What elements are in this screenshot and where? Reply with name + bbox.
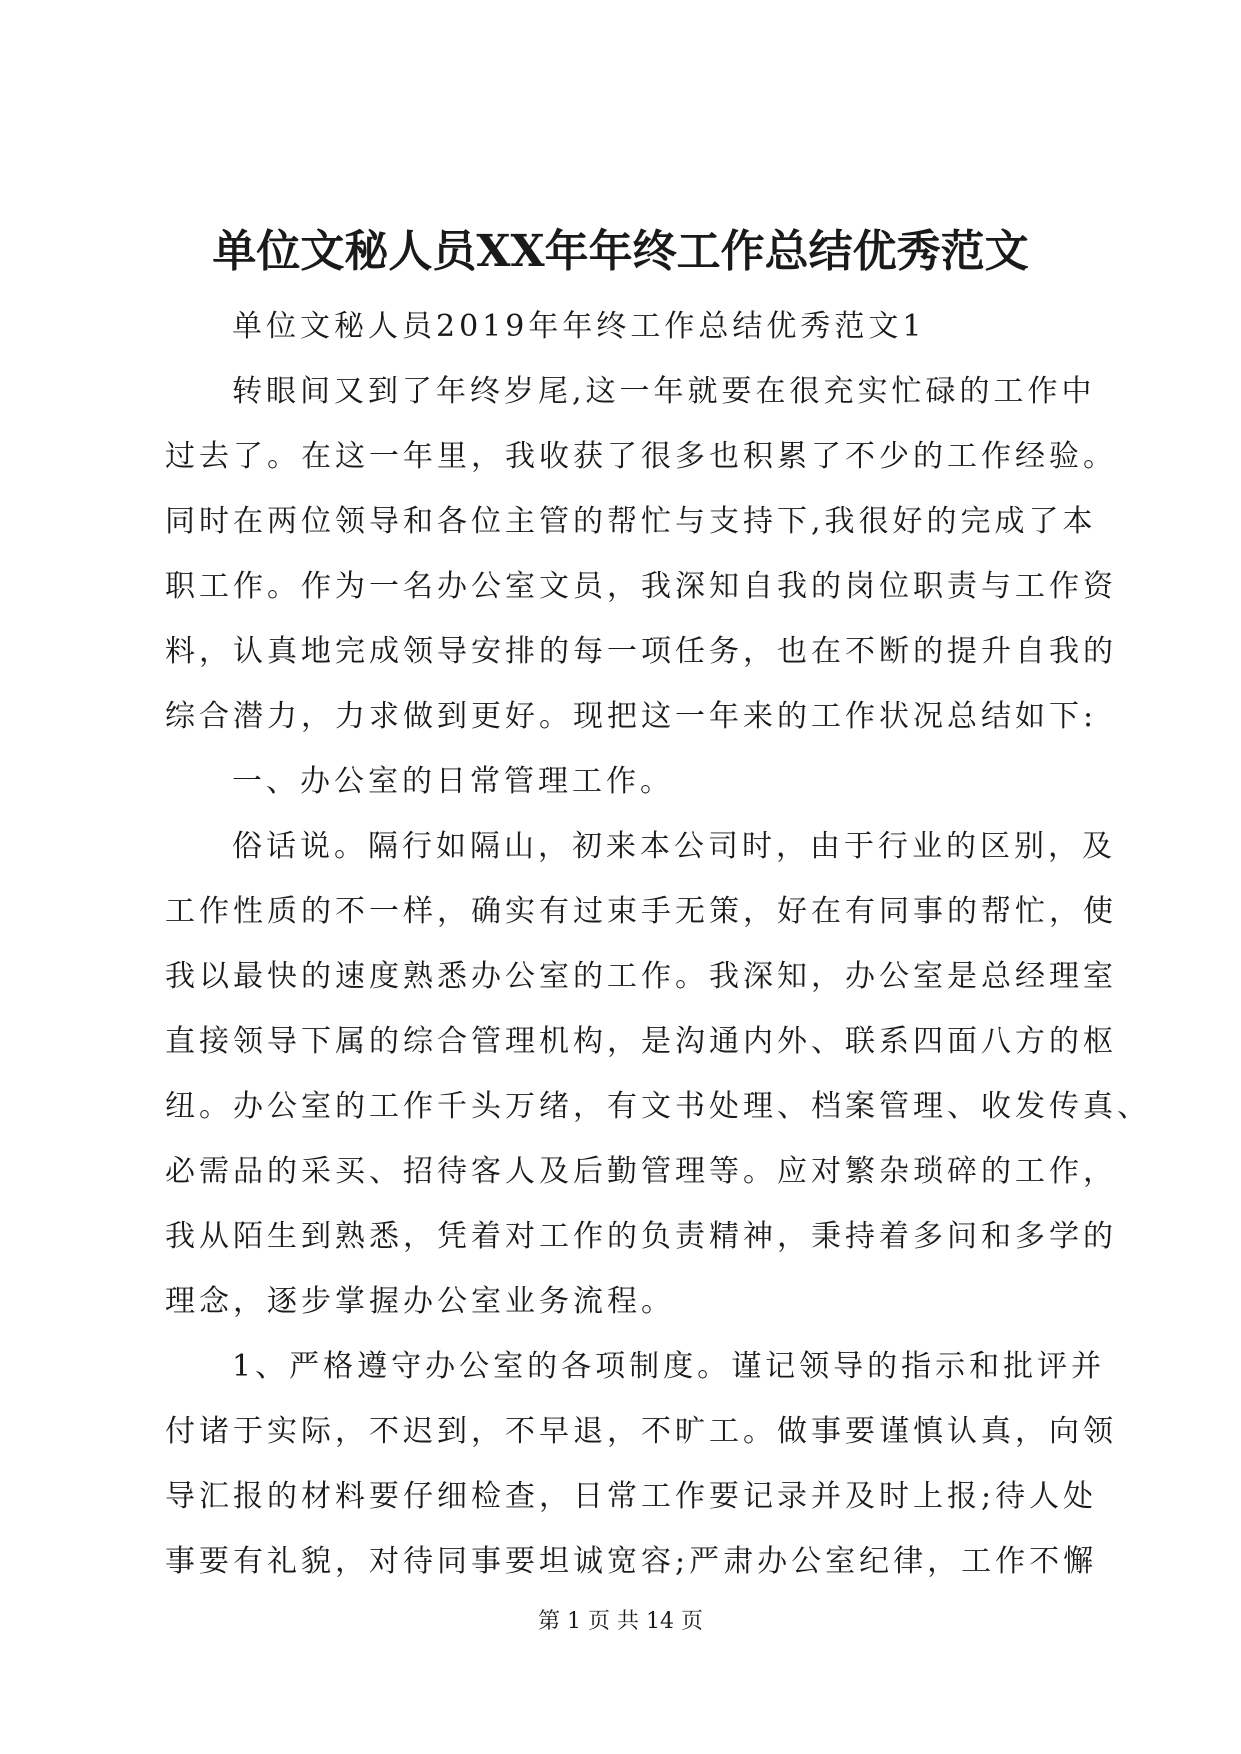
body-text-line: 付诸于实际，不迟到，不早退，不旷工。做事要谨慎认真，向领 [165,1414,1117,1449]
body-text-line: 单位文秘人员2019年年终工作总结优秀范文1 [232,309,926,344]
body-text-line: 我以最快的速度熟悉办公室的工作。我深知，办公室是总经理室 [165,959,1117,994]
body-text-line: 综合潜力，力求做到更好。现把这一年来的工作状况总结如下: [165,699,1098,734]
body-text-line: 料，认真地完成领导安排的每一项任务，也在不断的提升自我的 [165,634,1117,669]
page-number-footer: 第 1 页 共 14 页 [538,1609,703,1634]
body-text-line: 过去了。在这一年里，我收获了很多也积累了不少的工作经验。 [165,439,1117,474]
body-text-line: 导汇报的材料要仔细检查，日常工作要记录并及时上报;待人处 [165,1479,1098,1514]
body-text-line: 俗话说。隔行如隔山，初来本公司时，由于行业的区别，及 [232,829,1116,864]
body-text-line: 必需品的采买、招待客人及后勤管理等。应对繁杂琐碎的工作， [165,1154,1117,1189]
body-text-line: 理念，逐步掌握办公室业务流程。 [165,1284,675,1319]
body-text-line: 一、办公室的日常管理工作。 [232,764,674,799]
body-text-line: 工作性质的不一样，确实有过束手无策，好在有同事的帮忙，使 [165,894,1117,929]
document-body [165,294,1151,1594]
document-title: 单位文秘人员XX年年终工作总结优秀范文 [212,226,1029,277]
body-text-line: 我从陌生到熟悉，凭着对工作的负责精神，秉持着多问和多学的 [165,1219,1117,1254]
body-text-line: 纽。办公室的工作千头万绪，有文书处理、档案管理、收发传真、 [165,1089,1151,1124]
body-text-line: 1、严格遵守办公室的各项制度。谨记领导的指示和批评并 [232,1349,1106,1384]
body-text-line: 职工作。作为一名办公室文员，我深知自我的岗位职责与工作资 [165,569,1117,604]
body-text-line: 同时在两位领导和各位主管的帮忙与支持下,我很好的完成了本 [165,504,1097,539]
body-text-line: 直接领导下属的综合管理机构，是沟通内外、联系四面八方的枢 [165,1024,1117,1059]
body-text-line: 转眼间又到了年终岁尾,这一年就要在很充实忙碌的工作中 [232,374,1096,409]
body-text-line: 事要有礼貌，对待同事要坦诚宽容;严肃办公室纪律，工作不懈 [165,1544,1098,1579]
